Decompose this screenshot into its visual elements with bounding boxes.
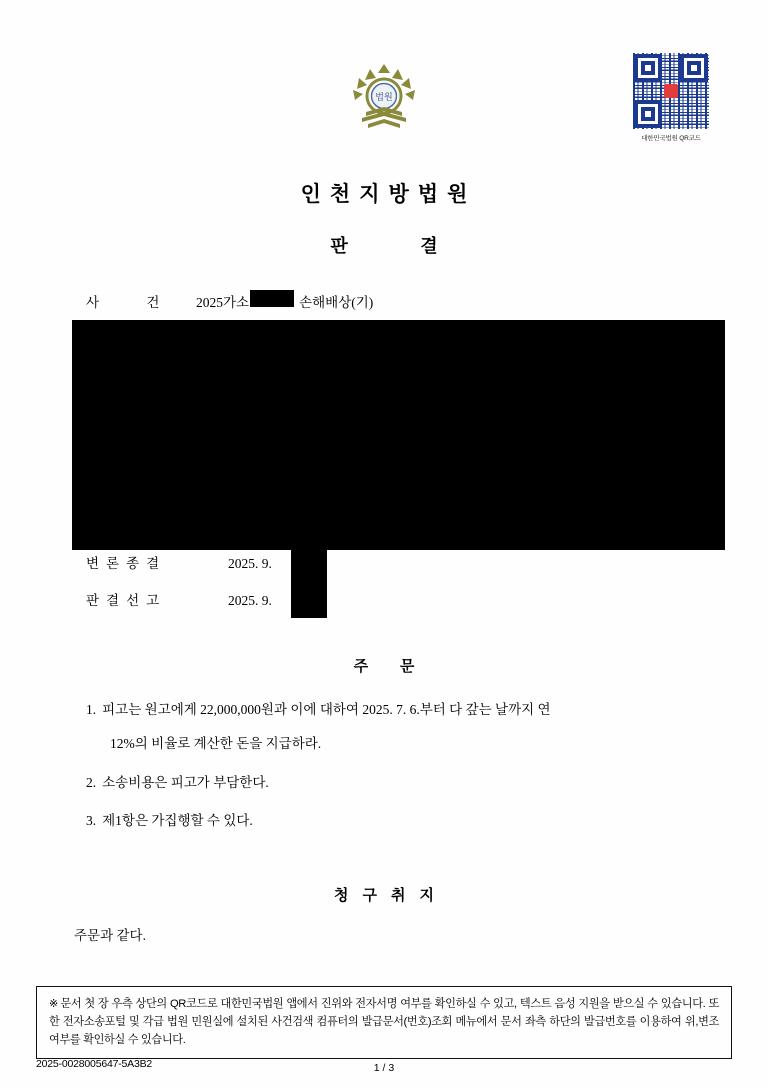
redaction-case-number (250, 290, 294, 307)
jumun-item-3-text: 제1항은 가집행할 수 있다. (102, 813, 253, 828)
jumun-item-3-number: 3. (86, 813, 97, 828)
footer-notice-box (36, 986, 732, 1059)
cheonggu-text: 주문과 같다. (74, 928, 146, 943)
case-label: 사 건 (86, 295, 182, 310)
closing-argument-value: 2025. 9. (228, 556, 272, 571)
page-number: 1 / 3 (373, 1062, 395, 1074)
section-heading-jumun: 주 문 (353, 659, 429, 675)
jumun-item-2-number: 2. (86, 775, 97, 790)
court-title: 인천지방법원 (300, 182, 477, 206)
qr-caption: 대한민국법원 QR코드 (641, 135, 701, 142)
case-row (86, 290, 373, 311)
closing-argument-label: 변론종결 (86, 556, 167, 571)
redaction-dates-block (291, 550, 327, 618)
jumun-item-1-number: 1. (86, 702, 97, 717)
jumun-item-1 (86, 700, 694, 755)
document-type-title: 판 결 (330, 236, 472, 256)
judgment-label: 판결선고 (86, 593, 167, 608)
case-name: 손해배상(기) (299, 295, 374, 310)
qr-center-mark (664, 84, 678, 98)
qr-code-icon[interactable] (632, 52, 710, 130)
jumun-item-1-text: 피고는 원고에게 22,000,000원과 이에 대하여 2025. 7. 6.부터 다 갚는 날까지 연 (102, 702, 551, 717)
jumun-item-2 (86, 773, 694, 794)
redaction-parties-block (72, 320, 725, 550)
notice-text: 문서 첫 장 우측 상단의 QR코드로 대한민국법원 앱에서 진위와 전자서명 여부를 확인하실 수 있고, 텍스트 음성 지원을 받으실 수 있습니다. 또한 전자소송포털 및 각급 법원 민원실에 설치된 사건검색 컴퓨터의 발급문서(번호)조회 메뉴에서 문서 좌측 하단의 발급번호를 이용하여 위,변조 여부를 확인하실 수 있습니다. (49, 998, 719, 1047)
court-emblem-icon (344, 60, 424, 132)
case-number: 2025가소 (196, 295, 250, 310)
jumun-item-2-text: 소송비용은 피고가 부담한다. (102, 775, 269, 790)
closing-argument-date-row (86, 552, 272, 572)
notice-mark: ※ (49, 998, 59, 1010)
svg-text:법원: 법원 (375, 92, 393, 102)
judgment-date-row (86, 589, 272, 609)
jumun-item-3 (86, 811, 694, 832)
judgment-value: 2025. 9. (228, 593, 272, 608)
issue-number: 2025-0028005647-5A3B2 (36, 1058, 153, 1070)
qr-corner-bottom-left (634, 100, 662, 128)
jumun-item-1-continuation: 12%의 비율로 계산한 돈을 지급하라. (110, 735, 322, 751)
section-heading-cheonggu: 청구취지 (334, 888, 448, 904)
qr-code-block[interactable] (630, 52, 712, 142)
